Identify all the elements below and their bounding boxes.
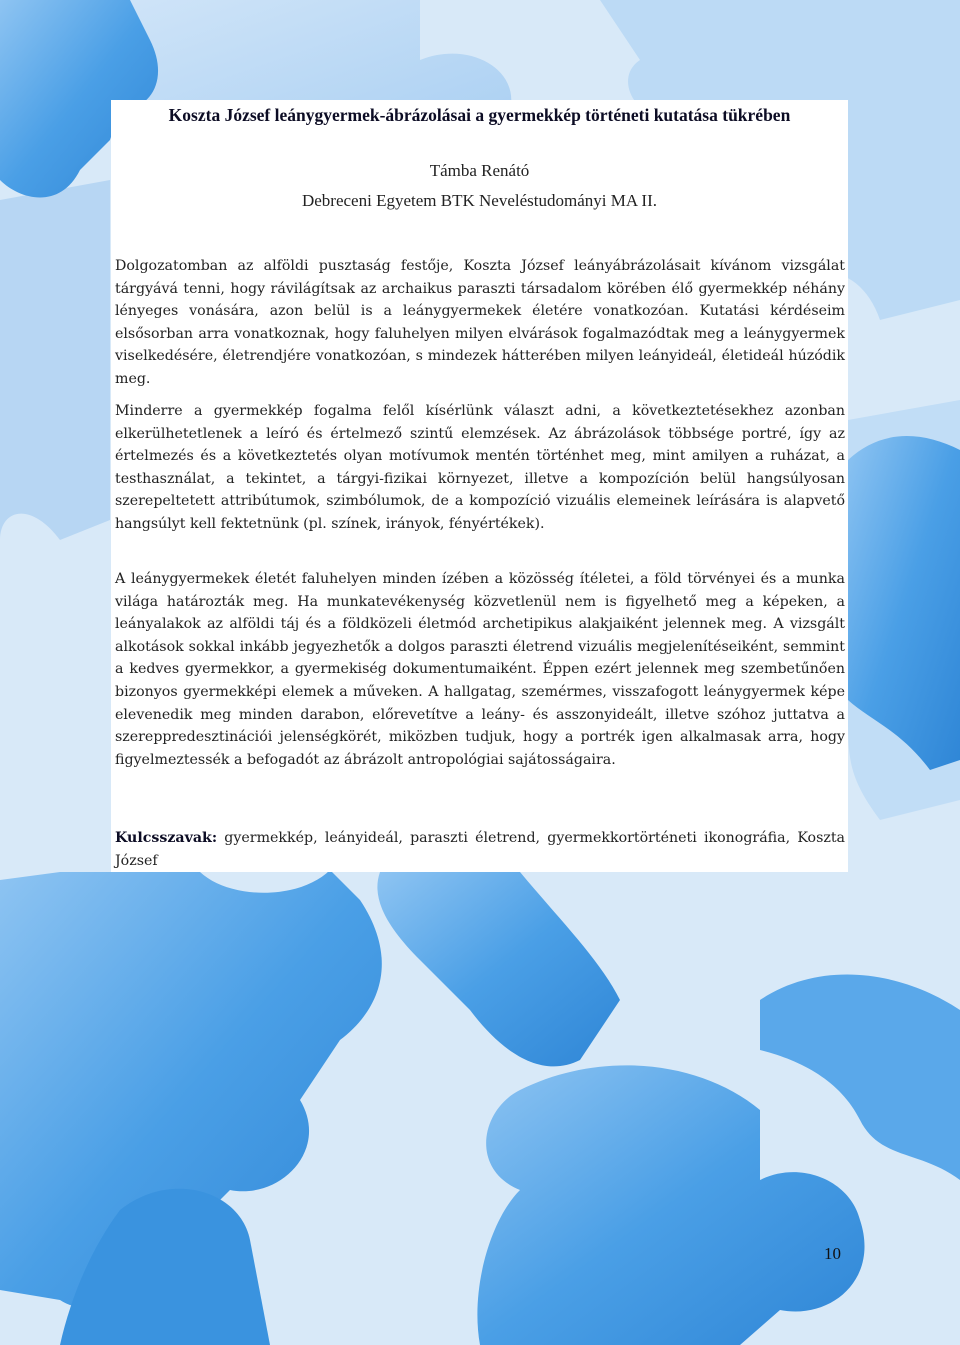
abstract-paragraph: Minderre a gyermekkép fogalma felől kísérlünk választ adni, a következtetésekhez azonban elkerülhetetlenek a leíró és értelmező szintű elemzések. Az ábrázolások többsége portré, így az értelmezés és a következtetés olyan motívumok mentén történhet meg, mint amilyen a ruházat, a testhasználat, a tekintet, a tárgyi-fizikai környezet, illetve a kompozíción belül hangsúlyosan szerepeltetett attribútumok, szimbólumok, de a kompozíció vizuális elemeinek leírására is alapvető hangsúlyt kell fektetnünk (pl. színek, irányok, fényértékek). — [115, 403, 845, 532]
keywords — [115, 827, 845, 872]
page-number: 10 — [824, 1244, 841, 1263]
puzzle-piece-light — [0, 180, 110, 540]
abstract-paragraph: A leánygyermekek életét faluhelyen minden ízében a közösség ítéletei, a föld törvényei és a munka világa határozták meg. Ha munkatevékenység közvetlenül nem is figyelhető meg a képeken, a leányalakok az alföldi táj és a földközeli életmód archetipikus alakjaiként jelennek meg. A vizsgált alkotások sokkal inkább jegyezhetők a dolgos paraszti életrend vizuális megjelenítéseiként, semmint a kedves gyermekkor, a gyermekiség dokumentumaiként. Éppen ezért jelennek meg szembetűnően bizonyos gyermekképi elemek a műveken. A hallgatag, szemérmes, visszafogott leánygyermek képe elevenedik meg minden darabon, előrevetítve a leány- és asszonyideált, illetve szóhoz juttatva a szereppredesztinációi jelenségkörét, miközben tudjuk, hogy a portrék igen alkalmasak arra, hogy figyelmeztessék a befogadót az ábrázolt antropológiai sajátosságaira. — [115, 571, 845, 768]
keywords-label: Kulcsszavak: — [115, 830, 218, 846]
author-affiliation: Debreceni Egyetem BTK Neveléstudományi MA II. — [301, 191, 657, 210]
paper-title: Koszta József leánygyermek-ábrázolásai a gyermekkép történeti kutatása tükrében — [168, 105, 791, 125]
keywords-text: gyermekkép, leányideál, paraszti életrend, gyermekkortörténeti ikonográfia, Koszta József — [115, 830, 845, 869]
abstract-box — [111, 100, 848, 872]
author-name: Támba Renátó — [429, 161, 530, 180]
abstract-paragraph: Dolgozatomban az alföldi pusztaság festője, Koszta József leányábrázolásait kívánom vizsgálat tárgyává tenni, hogy rávilágítsak az archaikus paraszti társadalom körében élő gyermekkép néhány lényeges vonására, azon belül is a leánygyermekek életére vonatkozóan. Kutatási kérdéseim elsősorban arra vonatkoznak, hogy faluhelyen milyen elvárások fogalmazódtak meg a leánygyermek viselkedésére, életrendjére vonatkozóan, s mindezek hátterében milyen leányideál, életideál húzódik meg. — [115, 258, 845, 387]
